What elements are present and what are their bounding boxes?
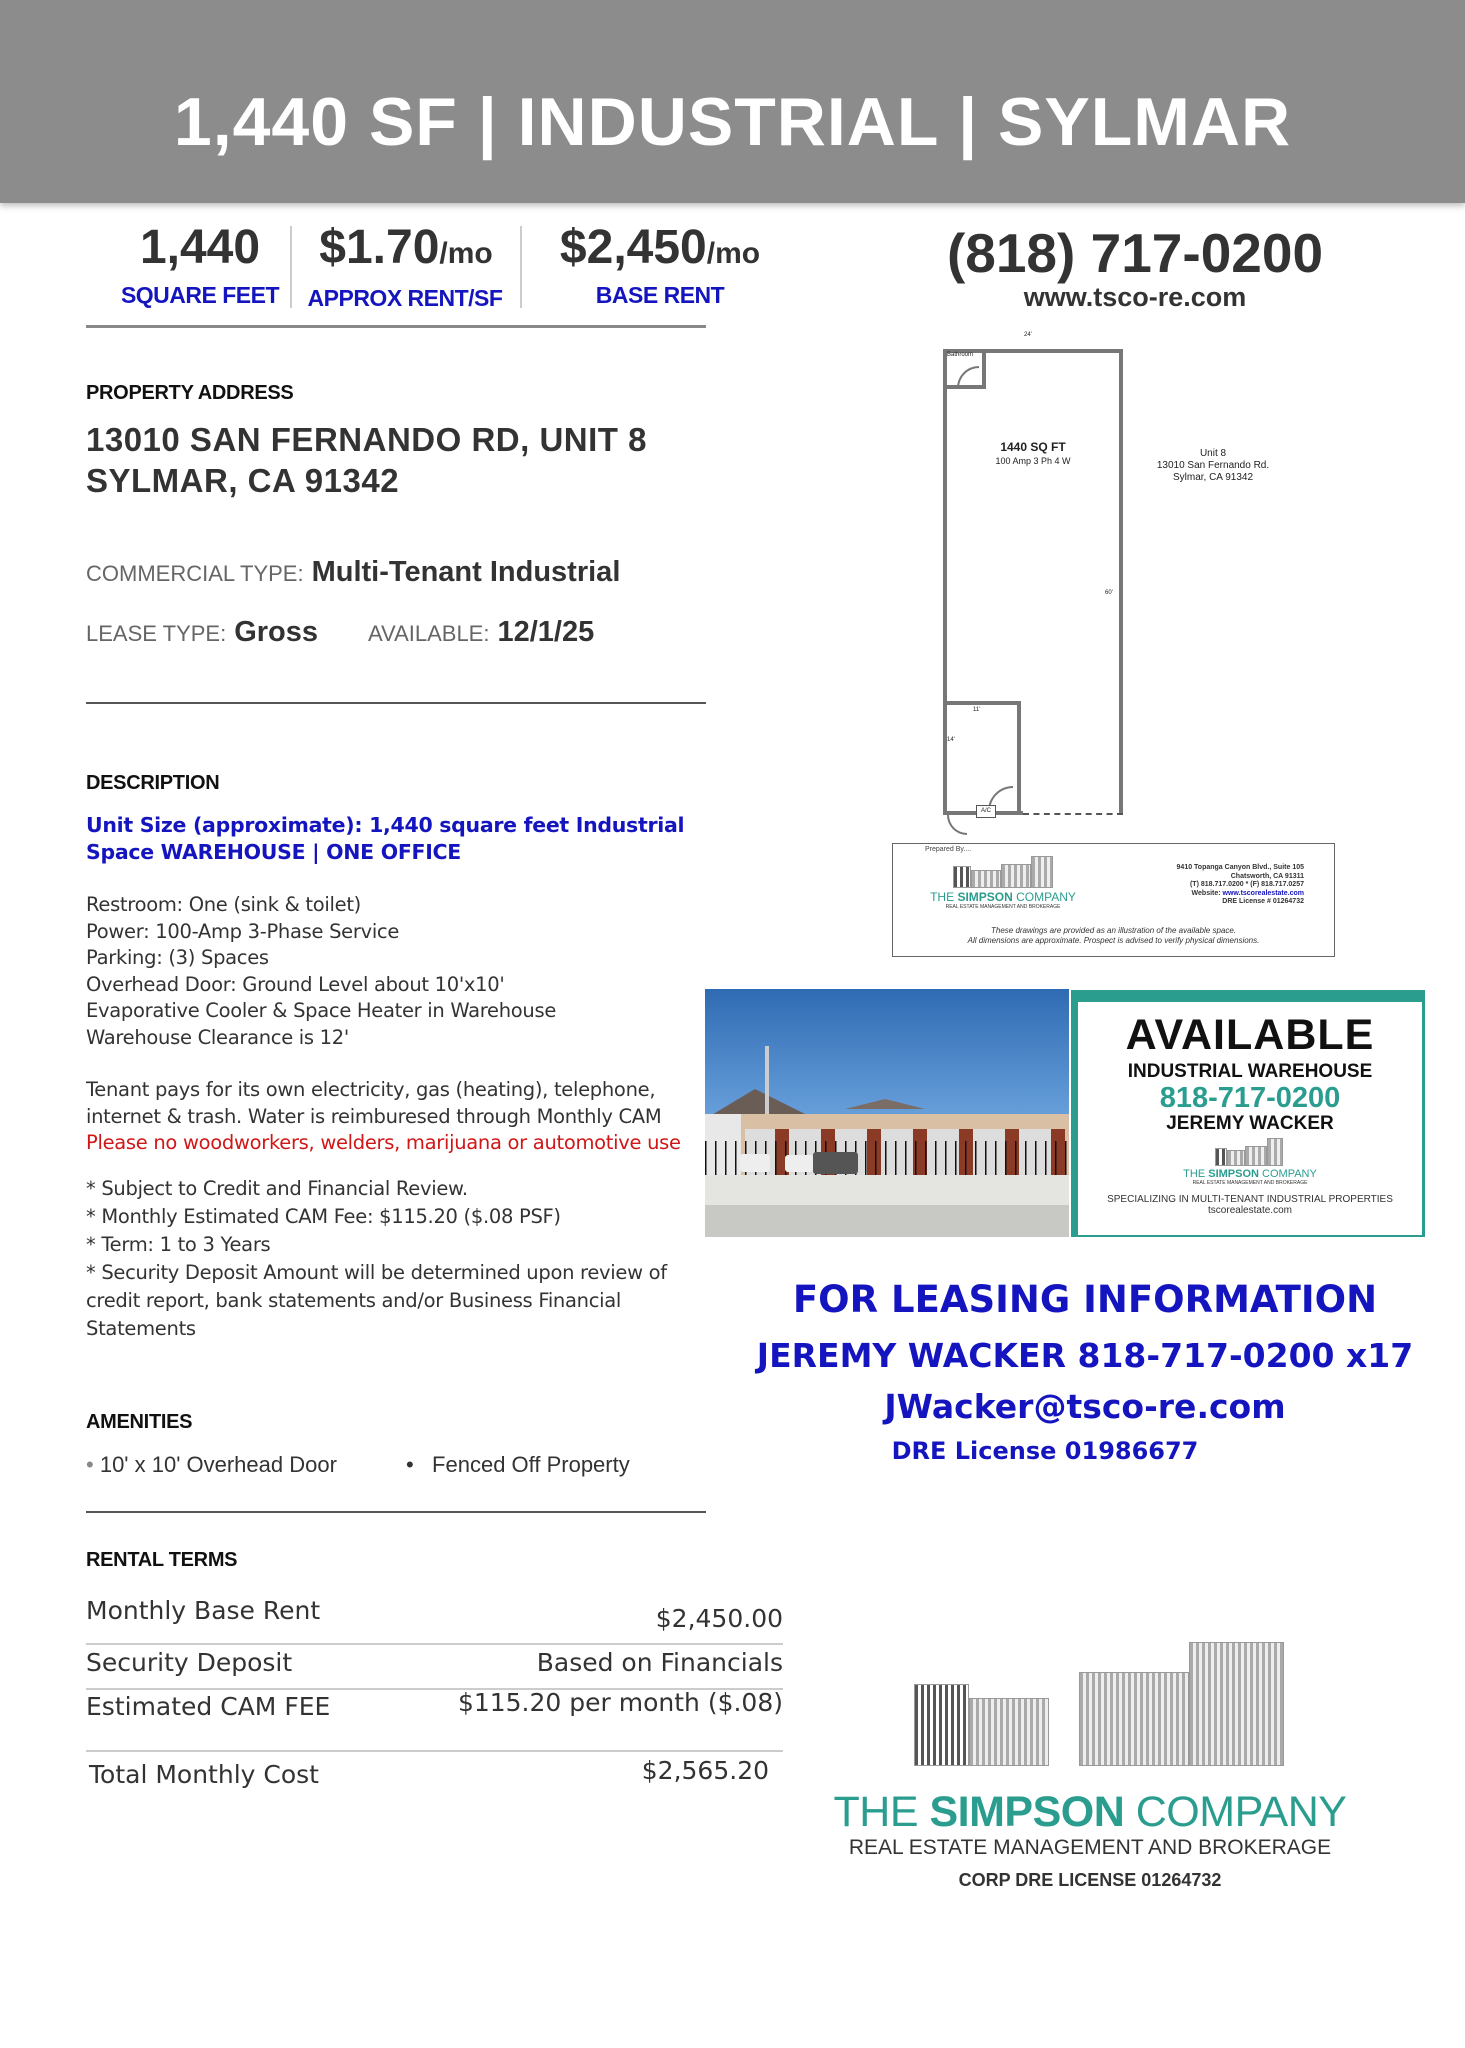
- divider: [86, 702, 706, 704]
- roll-up-door: [1023, 813, 1123, 815]
- description-highlight: Unit Size (approximate): 1,440 square feet Industrial Space WAREHOUSE | ONE OFFICE: [86, 813, 685, 864]
- depth-dimension: 60': [1105, 590, 1113, 596]
- divider: [86, 1750, 783, 1752]
- company-name-small: THE SIMPSON COMPANY: [930, 890, 1076, 904]
- leasing-agent-phone[interactable]: JEREMY WACKER 818-717-0200 x17: [756, 1336, 1414, 1375]
- page-title: 1,440 SF | INDUSTRIAL | SYLMAR: [173, 84, 1292, 160]
- stat-sqft-value: 1,440: [139, 221, 261, 274]
- office-width: 11': [973, 707, 981, 713]
- sign-subtitle: INDUSTRIAL WAREHOUSE: [1127, 1061, 1373, 1082]
- company-tagline: REAL ESTATE MANAGEMENT AND BROKERAGE: [848, 1836, 1332, 1859]
- property-address-label: PROPERTY ADDRESS: [86, 382, 294, 404]
- header-banner: [0, 0, 1465, 203]
- company-tagline-small: REAL ESTATE MANAGEMENT AND BROKERAGE: [945, 904, 1061, 910]
- sign-phone: 818-717-0200: [1159, 1082, 1341, 1114]
- address-line-1: 13010 SAN FERNANDO RD, UNIT 8: [86, 421, 647, 458]
- prepared-by-label: Prepared By....: [925, 846, 972, 853]
- sign-tagline: REAL ESTATE MANAGEMENT AND BROKERAGE: [1192, 1180, 1308, 1187]
- leasing-heading: FOR LEASING INFORMATION: [792, 1278, 1378, 1321]
- disclaimer: These drawings are provided as an illustration of the available space. All dimensions are approximate. Prospect is advised to verify physical dimensions.: [967, 926, 1260, 945]
- address-line-2: SYLMAR, CA 91342: [86, 462, 400, 499]
- stat-base-rent-label: BASE RENT: [595, 282, 725, 308]
- company-logo-icon: [953, 856, 1063, 888]
- sign-title: AVAILABLE: [1125, 1011, 1375, 1059]
- agent-license: DRE License 01986677: [891, 1437, 1199, 1465]
- sign-company: THE SIMPSON COMPANY: [1183, 1168, 1317, 1181]
- car: [740, 1154, 770, 1172]
- available-date: AVAILABLE: 12/1/25: [368, 616, 595, 648]
- bathroom-label: Bathroom: [947, 352, 974, 358]
- commercial-type: COMMERCIAL TYPE: Multi-Tenant Industrial: [86, 556, 621, 588]
- wall: [705, 1175, 1069, 1205]
- divider: [86, 1511, 706, 1513]
- table-row: Estimated CAM FEE $115.20 per month ($.08): [86, 1688, 783, 1721]
- power-label: 100 Amp 3 Ph 4 W: [995, 456, 1071, 466]
- unit-address: Unit 8 13010 San Fernando Rd. Sylmar, CA 91342: [1156, 448, 1270, 483]
- amenity-item: • 10' x 10' Overhead Door: [86, 1452, 337, 1477]
- company-address: 9410 Topanga Canyon Blvd., Suite 105 Chatsworth, CA 91311 (T) 818.717.0200 * (F) 818.717.0257 Website: www.tscorealestate.com DRE License # 01264732: [1176, 864, 1304, 905]
- stat-rent-sf-label: APPROX RENT/SF: [307, 285, 503, 311]
- prepared-by-box: [892, 843, 1335, 957]
- lease-type: LEASE TYPE: Gross: [86, 616, 319, 648]
- tenant-responsibilities: Tenant pays for its own electricity, gas (heating), telephone, internet & trash. Water is reimburesed through Monthly CAM Please no woodworkers, welders, marijuana or automotive use: [86, 1077, 681, 1157]
- use-restriction: Please no woodworkers, welders, marijuana or automotive use: [86, 1131, 681, 1154]
- amenities-label: AMENITIES: [86, 1411, 193, 1433]
- company-license: CORP DRE LICENSE 01264732: [958, 1870, 1222, 1890]
- amenity-item: • Fenced Off Property: [406, 1452, 630, 1477]
- utility-pole: [765, 1046, 769, 1116]
- ac-unit: A/C: [976, 805, 996, 818]
- area-label: 1440 SQ FT: [1000, 440, 1066, 454]
- stat-base-rent-value: $2,450/mo: [559, 221, 761, 274]
- company-logo-icon: [914, 1642, 1286, 1776]
- divider: [520, 226, 522, 308]
- table-row: Monthly Base Rent $2,450.00: [86, 1596, 783, 1633]
- divider: [86, 1643, 783, 1645]
- available-sign: [1071, 990, 1425, 1237]
- table-row: Security Deposit Based on Financials: [86, 1648, 783, 1677]
- street: [705, 1205, 1069, 1237]
- property-photo: [705, 989, 1069, 1237]
- table-row-total: Total Monthly Cost $2,565.20: [89, 1756, 769, 1789]
- stat-rent-sf-value: $1.70/mo: [319, 221, 493, 274]
- divider: [86, 325, 706, 328]
- contact-website[interactable]: www.tsco-re.com: [1023, 282, 1247, 312]
- leasing-email[interactable]: JWacker@tsco-re.com: [884, 1387, 1286, 1426]
- lease-notes: * Subject to Credit and Financial Review. * Monthly Estimated CAM Fee: $115.20 ($.08 PSF) * Term: 1 to 3 Years * Security Deposit Amount will be determined upon review of credit report, bank statements and/or Business Financial Statements: [86, 1177, 667, 1340]
- rental-terms-label: RENTAL TERMS: [86, 1549, 238, 1571]
- divider: [290, 226, 292, 308]
- company-logo-icon: [1215, 1138, 1285, 1168]
- stat-sqft-label: SQUARE FEET: [120, 282, 280, 308]
- description-label: DESCRIPTION: [86, 772, 220, 794]
- sign-agent: JEREMY WACKER: [1166, 1113, 1334, 1135]
- sign-website: tscorealestate.com: [1208, 1205, 1292, 1217]
- office-depth: 14': [947, 737, 955, 743]
- width-dimension: 24': [1024, 332, 1032, 338]
- contact-phone[interactable]: (818) 717-0200: [946, 222, 1324, 284]
- company-name: THE SIMPSON COMPANY: [833, 1788, 1347, 1836]
- feature-list: Restroom: One (sink & toilet) Power: 100-Amp 3-Phase Service Parking: (3) Spaces Overhead Door: Ground Level about 10'x10' Evaporative Cooler & Space Heater in Warehouse Warehouse Clearance is 12': [86, 893, 557, 1049]
- sign-specializing: SPECIALIZING IN MULTI-TENANT INDUSTRIAL PROPERTIES: [1107, 1194, 1393, 1206]
- door-swing-icon: [947, 815, 967, 835]
